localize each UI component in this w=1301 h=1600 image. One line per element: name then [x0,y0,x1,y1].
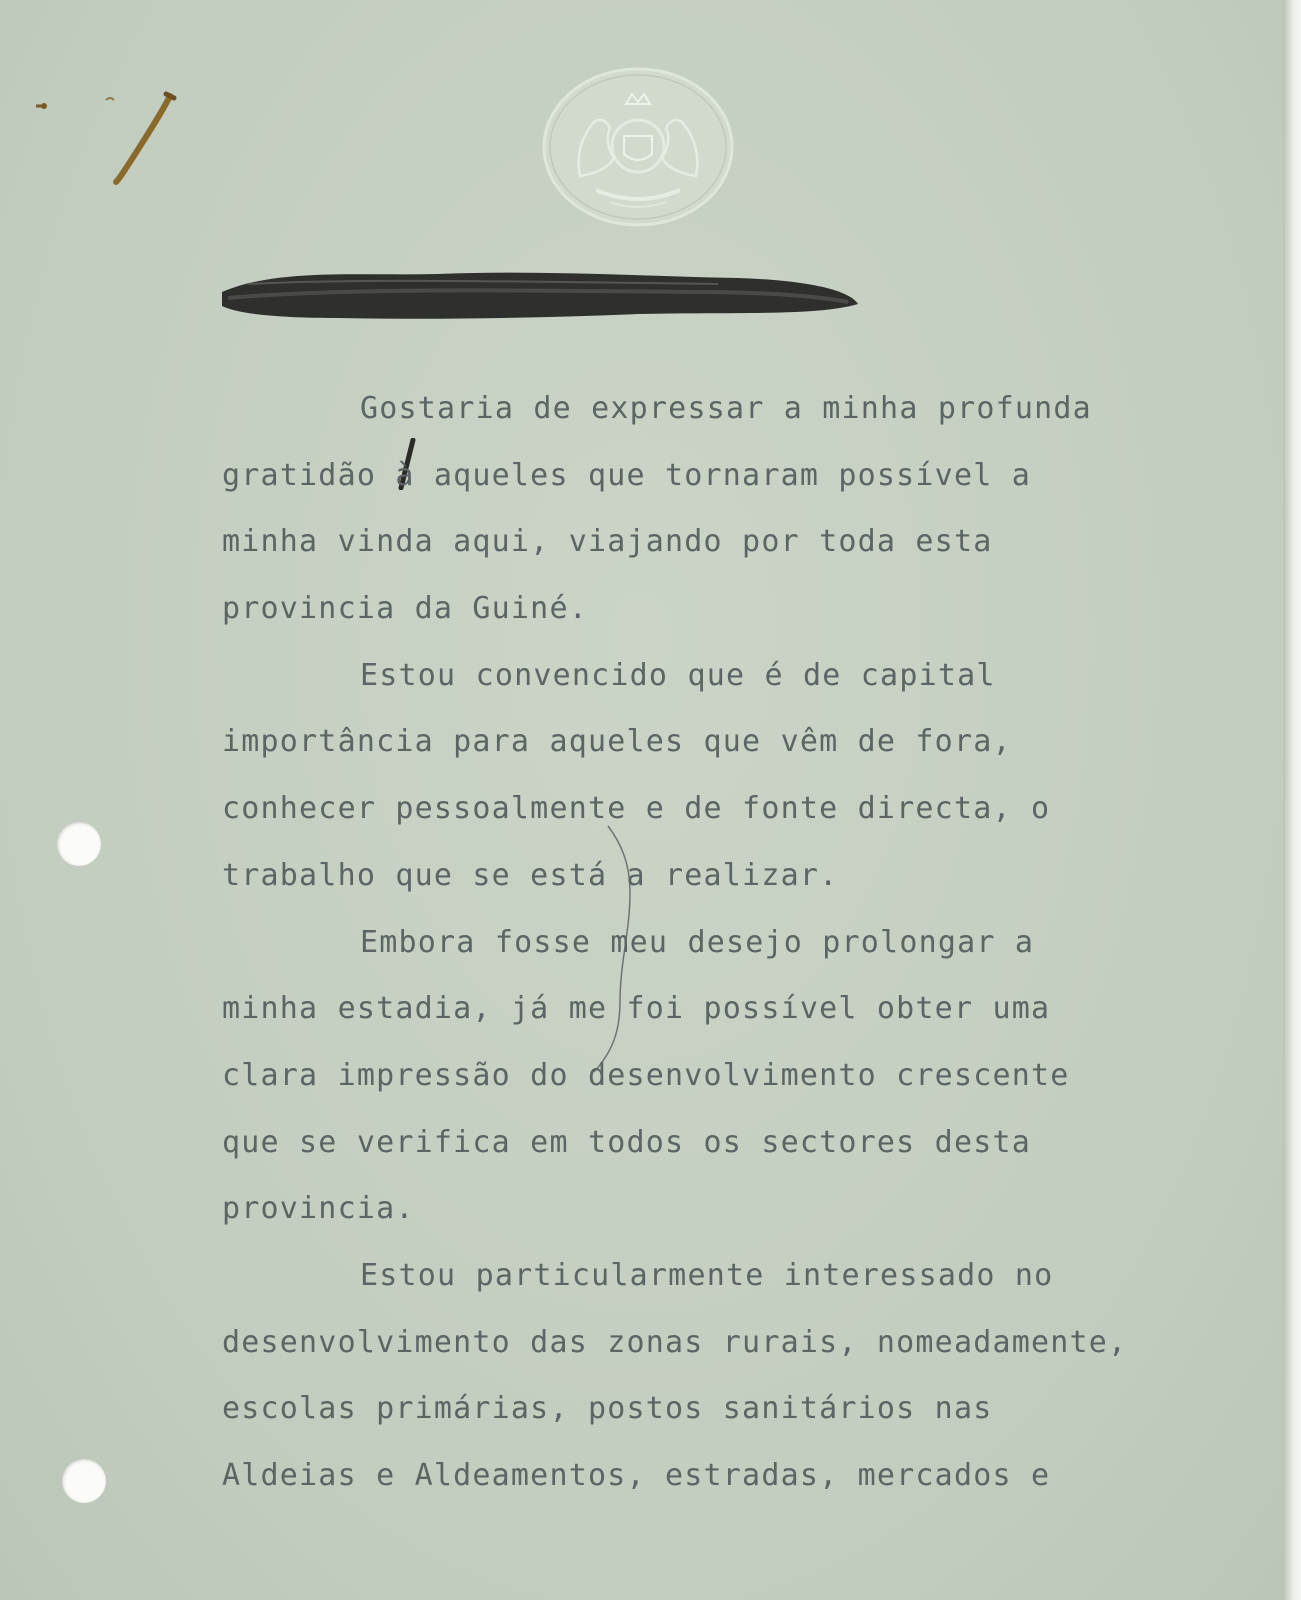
text-line: que se verifica em todos os sectores desta [222,1124,1031,1160]
text-line: trabalho que se está a realizar. [222,857,839,893]
text-line: provincia da Guiné. [222,591,588,627]
text-line: Aldeias e Aldeamentos, estradas, mercados e [222,1458,1051,1493]
letter-body [222,376,1222,1510]
punch-hole [57,822,101,866]
punch-hole [62,1459,106,1503]
redaction-scribble [218,262,876,328]
text-line: Estou particularmente interessado no [360,1257,1054,1293]
text-line: Estou convencido que é de capital [360,657,996,693]
text-line: conhecer pessoalmente e de fonte directa, o [222,791,1051,827]
text-line: provincia. [222,1191,415,1227]
text-line: importância para aqueles que vêm de fora, [222,724,1012,760]
text-line: clara impressão do desenvolvimento crescente [222,1057,1070,1093]
rust-stain-mark [30,82,190,192]
text-line: gratidão à aqueles que tornaram possível a [222,457,1031,493]
text-line: Embora fosse meu desejo prolongar a [360,924,1035,960]
text-line: desenvolvimento das zonas rurais, nomeadamente, [222,1324,1128,1360]
embossed-crest-icon [540,66,736,228]
text-line: Gostaria de expressar a minha profunda [360,391,1092,426]
text-line: minha estadia, já me foi possível obter uma [222,991,1051,1027]
paper-edge [1283,0,1301,1600]
text-line: escolas primárias, postos sanitários nas [222,1391,993,1427]
text-line: minha vinda aqui, viajando por toda esta [222,524,993,560]
